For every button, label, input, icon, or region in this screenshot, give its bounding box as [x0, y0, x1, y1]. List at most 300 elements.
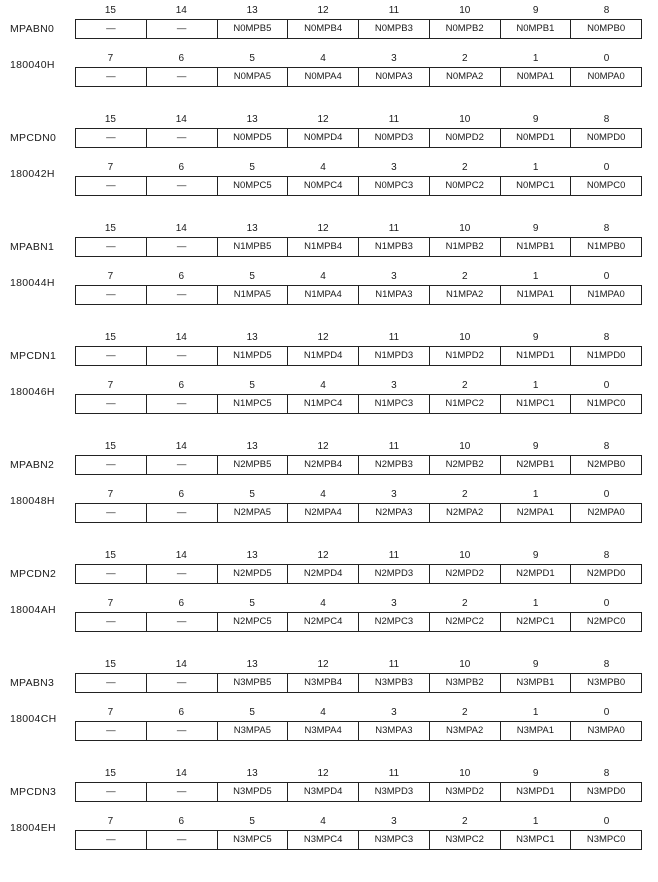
bit-number: 1 — [532, 489, 539, 500]
bit-number: 14 — [175, 550, 187, 561]
bit-number: 1 — [532, 380, 539, 391]
bit-field-cell: N3MPB3 — [358, 674, 429, 692]
bit-field-cell: N1MPD0 — [570, 347, 641, 365]
register-address: 18004AH — [10, 604, 56, 616]
bit-field-cell: N3MPC2 — [429, 831, 500, 849]
bit-field-row — [75, 285, 642, 305]
bit-number-row — [75, 379, 642, 393]
bit-number: 1 — [532, 53, 539, 64]
bit-field-cell: N2MPD5 — [217, 565, 288, 583]
bit-number: 9 — [532, 5, 539, 16]
bit-field-cell: N0MPB4 — [287, 20, 358, 38]
bit-number: 14 — [175, 223, 187, 234]
bit-number: 0 — [603, 707, 610, 718]
bit-field-cell: N1MPB1 — [500, 238, 571, 256]
bit-field-cell: N2MPC1 — [500, 613, 571, 631]
bit-number: 1 — [532, 162, 539, 173]
bit-field-cell: — — [146, 504, 217, 522]
bit-field-cell: — — [106, 350, 116, 361]
bit-number: 4 — [320, 816, 326, 827]
bit-number: 0 — [603, 380, 610, 391]
bit-number: 6 — [178, 380, 185, 391]
register-address: 180044H — [10, 277, 55, 289]
bit-field-cell: N0MPC5 — [217, 177, 288, 195]
bit-field-cell: N1MPC2 — [429, 395, 500, 413]
bit-number: 13 — [246, 332, 258, 343]
bit-field-cell: — — [106, 132, 116, 143]
bit-field-cell: N2MPA5 — [217, 504, 288, 522]
bit-field-row — [75, 67, 642, 87]
bit-field-row — [75, 176, 642, 196]
bit-number: 13 — [246, 114, 258, 125]
bit-field-cell: N0MPA4 — [287, 68, 358, 86]
bit-field-cell: — — [106, 725, 116, 736]
bit-field-cell: N2MPC0 — [570, 613, 641, 631]
bit-number: 10 — [459, 114, 471, 125]
bit-number: 5 — [249, 53, 255, 64]
bit-field-cell: N0MPC1 — [500, 177, 571, 195]
bit-field-cell: N3MPC1 — [500, 831, 571, 849]
bit-field-cell: N2MPD4 — [287, 565, 358, 583]
bit-number: 12 — [317, 768, 329, 779]
bit-number: 0 — [603, 53, 610, 64]
bit-field-row — [75, 128, 642, 148]
bit-number: 4 — [320, 489, 326, 500]
bit-number-row — [75, 52, 642, 66]
bit-number: 11 — [388, 114, 400, 125]
register-address: 180046H — [10, 386, 55, 398]
bit-field-cell: N1MPC3 — [358, 395, 429, 413]
bit-field-cell: — — [146, 286, 217, 304]
bit-field-cell: — — [146, 177, 217, 195]
bit-field-cell: N2MPC3 — [358, 613, 429, 631]
bit-number: 15 — [104, 5, 116, 16]
bit-number: 11 — [388, 332, 400, 343]
bit-field-cell: N1MPB0 — [570, 238, 641, 256]
bit-number: 15 — [104, 659, 116, 670]
bit-field-cell: — — [106, 568, 116, 579]
bit-number: 8 — [603, 223, 610, 234]
bit-number: 2 — [462, 162, 468, 173]
bit-number: 12 — [317, 659, 329, 670]
bit-field-cell: N1MPB2 — [429, 238, 500, 256]
bit-field-cell: N3MPD3 — [358, 783, 429, 801]
register-block — [0, 440, 658, 548]
bit-number: 10 — [459, 332, 471, 343]
bit-number: 8 — [603, 441, 610, 452]
bit-field-cell: N2MPA1 — [500, 504, 571, 522]
bit-field-cell: N2MPA0 — [570, 504, 641, 522]
bit-number: 3 — [391, 707, 397, 718]
bit-field-cell: N3MPA1 — [500, 722, 571, 740]
bit-number: 9 — [532, 441, 539, 452]
bit-number: 3 — [391, 380, 397, 391]
bit-number-row — [75, 549, 642, 563]
register-address: 180048H — [10, 495, 55, 507]
bit-number: 5 — [249, 380, 255, 391]
bit-number: 2 — [462, 489, 468, 500]
bit-field-cell: N1MPC4 — [287, 395, 358, 413]
bit-field-cell: — — [106, 289, 116, 300]
bit-field-cell: N1MPA0 — [570, 286, 641, 304]
bit-number: 12 — [317, 5, 329, 16]
bit-field-cell: N0MPA2 — [429, 68, 500, 86]
bit-field-cell: N1MPD4 — [287, 347, 358, 365]
register-name: MPABN2 — [10, 459, 55, 471]
bit-field-cell: N3MPD4 — [287, 783, 358, 801]
bit-number: 0 — [603, 816, 610, 827]
bit-number: 15 — [104, 332, 116, 343]
bit-field-cell: N2MPC4 — [287, 613, 358, 631]
bit-number: 9 — [532, 550, 539, 561]
bit-field-cell: N3MPB4 — [287, 674, 358, 692]
register-block — [0, 331, 658, 439]
bit-field-row — [75, 237, 642, 257]
bit-field-cell: — — [106, 786, 116, 797]
bit-field-cell: N3MPD5 — [217, 783, 288, 801]
bit-number: 6 — [178, 271, 185, 282]
bit-number: 0 — [603, 162, 610, 173]
bit-number: 10 — [459, 768, 471, 779]
bit-field-row — [75, 782, 642, 802]
bit-field-cell: N0MPD1 — [500, 129, 571, 147]
bit-field-cell: N3MPA0 — [570, 722, 641, 740]
bit-field-cell: N2MPD3 — [358, 565, 429, 583]
bit-field-cell: N1MPA4 — [287, 286, 358, 304]
bit-field-cell: N1MPB4 — [287, 238, 358, 256]
bit-number: 4 — [320, 598, 326, 609]
register-block — [0, 767, 658, 875]
bit-number: 11 — [388, 223, 400, 234]
bit-number: 10 — [459, 441, 471, 452]
bit-field-cell: — — [146, 722, 217, 740]
bit-number: 3 — [391, 271, 397, 282]
bit-field-cell: N2MPB3 — [358, 456, 429, 474]
bit-number: 12 — [317, 114, 329, 125]
bit-number: 8 — [603, 332, 610, 343]
bit-field-cell: N0MPA3 — [358, 68, 429, 86]
bit-field-cell: N0MPA0 — [570, 68, 641, 86]
bit-number: 15 — [104, 223, 116, 234]
bit-number: 12 — [317, 223, 329, 234]
bit-number: 6 — [178, 53, 185, 64]
bit-field-cell: — — [146, 674, 217, 692]
bit-field-cell: N2MPA4 — [287, 504, 358, 522]
register-block — [0, 4, 658, 112]
bit-field-cell: — — [146, 783, 217, 801]
register-block — [0, 113, 658, 221]
register-block — [0, 222, 658, 330]
bit-number: 3 — [391, 816, 397, 827]
bit-field-cell: N0MPC2 — [429, 177, 500, 195]
bit-field-cell: N1MPC1 — [500, 395, 571, 413]
bit-number: 12 — [317, 332, 329, 343]
bit-field-cell: N0MPA1 — [500, 68, 571, 86]
bit-number: 0 — [603, 271, 610, 282]
bit-number: 10 — [459, 223, 471, 234]
bit-field-cell: N1MPD3 — [358, 347, 429, 365]
bit-number: 7 — [107, 707, 114, 718]
bit-number: 2 — [462, 598, 468, 609]
bit-number-row — [75, 113, 642, 127]
bit-field-row — [75, 455, 642, 475]
bit-field-cell: N0MPD2 — [429, 129, 500, 147]
bit-number-row — [75, 4, 642, 18]
bit-field-row — [75, 394, 642, 414]
bit-number: 8 — [603, 659, 610, 670]
bit-field-cell: N2MPC5 — [217, 613, 288, 631]
bit-number: 4 — [320, 707, 326, 718]
bit-field-cell: N2MPA3 — [358, 504, 429, 522]
bit-number: 5 — [249, 489, 255, 500]
bit-field-cell: — — [106, 398, 116, 409]
bit-number: 4 — [320, 271, 326, 282]
bit-field-cell: N0MPA5 — [217, 68, 288, 86]
bit-field-cell: N3MPB2 — [429, 674, 500, 692]
bit-number: 3 — [391, 489, 397, 500]
bit-number: 14 — [175, 5, 187, 16]
bit-number: 14 — [175, 332, 187, 343]
bit-number: 10 — [459, 550, 471, 561]
bit-number-row — [75, 161, 642, 175]
bit-number: 10 — [459, 5, 471, 16]
bit-number-row — [75, 767, 642, 781]
bit-field-cell: N1MPD5 — [217, 347, 288, 365]
bit-number: 14 — [175, 441, 187, 452]
bit-field-cell: N1MPD2 — [429, 347, 500, 365]
bit-field-cell: N2MPC2 — [429, 613, 500, 631]
bit-number: 3 — [391, 598, 397, 609]
bit-field-cell: — — [146, 565, 217, 583]
register-name: MPABN0 — [10, 23, 55, 35]
register-name: MPCDN3 — [10, 786, 57, 798]
bit-number: 11 — [388, 441, 400, 452]
bit-field-cell: N0MPD5 — [217, 129, 288, 147]
bit-number: 9 — [532, 332, 539, 343]
bit-field-cell: N0MPD0 — [570, 129, 641, 147]
bit-field-cell: N3MPA3 — [358, 722, 429, 740]
register-name: MPABN1 — [10, 241, 55, 253]
bit-field-cell: N2MPA2 — [429, 504, 500, 522]
bit-field-cell: — — [106, 71, 116, 82]
bit-number: 2 — [462, 53, 468, 64]
bit-number-row — [75, 706, 642, 720]
bit-number: 9 — [532, 114, 539, 125]
bit-number: 1 — [532, 816, 539, 827]
bit-field-cell: N2MPB1 — [500, 456, 571, 474]
bit-field-cell: — — [106, 834, 116, 845]
bit-field-cell: N1MPC0 — [570, 395, 641, 413]
bit-number: 1 — [532, 707, 539, 718]
register-name: MPCDN0 — [10, 132, 57, 144]
bit-number: 6 — [178, 707, 185, 718]
bit-number-row — [75, 222, 642, 236]
bit-number: 7 — [107, 53, 114, 64]
bit-number: 14 — [175, 659, 187, 670]
bit-field-cell: — — [146, 456, 217, 474]
bit-field-row — [75, 503, 642, 523]
bit-number: 8 — [603, 550, 610, 561]
bit-field-cell: N3MPB0 — [570, 674, 641, 692]
bit-field-cell: — — [106, 459, 116, 470]
bit-field-row — [75, 673, 642, 693]
bit-field-cell: N1MPB3 — [358, 238, 429, 256]
bit-number: 2 — [462, 707, 468, 718]
register-address: 18004EH — [10, 822, 56, 834]
bit-field-cell: N0MPD3 — [358, 129, 429, 147]
bit-field-cell: N0MPB2 — [429, 20, 500, 38]
register-address: 180042H — [10, 168, 55, 180]
bit-field-cell: N3MPA4 — [287, 722, 358, 740]
bit-number: 0 — [603, 598, 610, 609]
bit-number: 4 — [320, 162, 326, 173]
bit-field-cell: — — [106, 616, 116, 627]
bit-field-cell: N2MPB2 — [429, 456, 500, 474]
bit-field-cell: N0MPC4 — [287, 177, 358, 195]
bit-field-cell: N3MPC3 — [358, 831, 429, 849]
bit-number: 15 — [104, 114, 116, 125]
bit-field-row — [75, 612, 642, 632]
bit-number: 15 — [104, 441, 116, 452]
bit-number-row — [75, 270, 642, 284]
bit-number: 5 — [249, 598, 255, 609]
bit-number: 3 — [391, 162, 397, 173]
bit-field-cell: — — [146, 238, 217, 256]
bit-field-cell: N0MPD4 — [287, 129, 358, 147]
bit-field-cell: N1MPC5 — [217, 395, 288, 413]
register-block — [0, 549, 658, 657]
bit-field-cell: N1MPB5 — [217, 238, 288, 256]
bit-number: 7 — [107, 271, 114, 282]
bit-field-row — [75, 19, 642, 39]
bit-field-row — [75, 564, 642, 584]
bit-number: 7 — [107, 598, 114, 609]
bit-field-cell: — — [146, 613, 217, 631]
bit-field-cell: — — [106, 241, 116, 252]
bit-field-cell: N2MPB5 — [217, 456, 288, 474]
bit-number: 1 — [532, 598, 539, 609]
bit-number: 15 — [104, 550, 116, 561]
bit-number: 14 — [175, 114, 187, 125]
bit-number: 13 — [246, 550, 258, 561]
bit-field-cell: N3MPA5 — [217, 722, 288, 740]
register-address: 18004CH — [10, 713, 57, 725]
bit-number: 12 — [317, 550, 329, 561]
bit-number: 8 — [603, 768, 610, 779]
bit-field-cell: N0MPB3 — [358, 20, 429, 38]
bit-number: 7 — [107, 380, 114, 391]
bit-field-row — [75, 830, 642, 850]
bit-number: 11 — [388, 5, 400, 16]
bit-number: 3 — [391, 53, 397, 64]
bit-field-cell: N0MPC3 — [358, 177, 429, 195]
bit-number-row — [75, 440, 642, 454]
bit-number: 11 — [388, 768, 400, 779]
bit-number-row — [75, 815, 642, 829]
bit-number: 6 — [178, 598, 185, 609]
bit-number: 11 — [388, 550, 400, 561]
bit-number: 4 — [320, 380, 326, 391]
bit-field-cell: N3MPC4 — [287, 831, 358, 849]
bit-number: 6 — [178, 816, 185, 827]
register-address: 180040H — [10, 59, 55, 71]
bit-field-cell: N3MPB1 — [500, 674, 571, 692]
bit-field-cell: — — [106, 180, 116, 191]
bit-field-cell: — — [146, 831, 217, 849]
bit-number: 11 — [388, 659, 400, 670]
bit-number: 2 — [462, 816, 468, 827]
bit-field-cell: — — [146, 129, 217, 147]
bit-field-cell: — — [146, 20, 217, 38]
bit-field-cell: N1MPA5 — [217, 286, 288, 304]
bit-number: 8 — [603, 5, 610, 16]
bit-field-cell: N1MPA2 — [429, 286, 500, 304]
bit-field-cell: — — [146, 68, 217, 86]
bit-number-row — [75, 488, 642, 502]
bit-field-cell: N1MPA1 — [500, 286, 571, 304]
bit-field-row — [75, 346, 642, 366]
bit-field-cell: — — [146, 347, 217, 365]
bit-number: 6 — [178, 162, 185, 173]
register-name: MPABN3 — [10, 677, 55, 689]
bit-number: 15 — [104, 768, 116, 779]
bit-number: 14 — [175, 768, 187, 779]
bit-number: 5 — [249, 271, 255, 282]
bit-field-cell: N0MPB1 — [500, 20, 571, 38]
bit-field-cell: N1MPD1 — [500, 347, 571, 365]
bit-field-cell: — — [106, 23, 116, 34]
bit-number: 5 — [249, 816, 255, 827]
bit-number: 12 — [317, 441, 329, 452]
bit-number-row — [75, 658, 642, 672]
bit-number: 2 — [462, 271, 468, 282]
bit-number: 13 — [246, 768, 258, 779]
bit-number: 7 — [107, 489, 114, 500]
bit-field-cell: N3MPB5 — [217, 674, 288, 692]
bit-field-cell: N3MPC5 — [217, 831, 288, 849]
register-name: MPCDN1 — [10, 350, 57, 362]
bit-number: 1 — [532, 271, 539, 282]
bit-field-cell: — — [106, 507, 116, 518]
bit-number: 10 — [459, 659, 471, 670]
bit-field-cell: N3MPD2 — [429, 783, 500, 801]
bit-number: 13 — [246, 223, 258, 234]
bit-field-cell: N0MPC0 — [570, 177, 641, 195]
register-block — [0, 658, 658, 766]
bit-field-cell: N2MPD2 — [429, 565, 500, 583]
bit-number: 2 — [462, 380, 468, 391]
bit-number: 0 — [603, 489, 610, 500]
bit-field-cell: N3MPC0 — [570, 831, 641, 849]
bit-field-cell: — — [106, 677, 116, 688]
bit-field-cell: — — [146, 395, 217, 413]
register-name: MPCDN2 — [10, 568, 57, 580]
bit-number: 13 — [246, 441, 258, 452]
bit-number: 8 — [603, 114, 610, 125]
bit-number: 13 — [246, 5, 258, 16]
bit-field-cell: N3MPA2 — [429, 722, 500, 740]
bit-number-row — [75, 331, 642, 345]
bit-field-cell: N1MPA3 — [358, 286, 429, 304]
bit-number: 9 — [532, 768, 539, 779]
bit-number: 9 — [532, 223, 539, 234]
bit-field-cell: N2MPB4 — [287, 456, 358, 474]
bit-field-cell: N0MPB5 — [217, 20, 288, 38]
bit-field-cell: N3MPD0 — [570, 783, 641, 801]
bit-number: 5 — [249, 162, 255, 173]
bit-field-row — [75, 721, 642, 741]
bit-number: 5 — [249, 707, 255, 718]
